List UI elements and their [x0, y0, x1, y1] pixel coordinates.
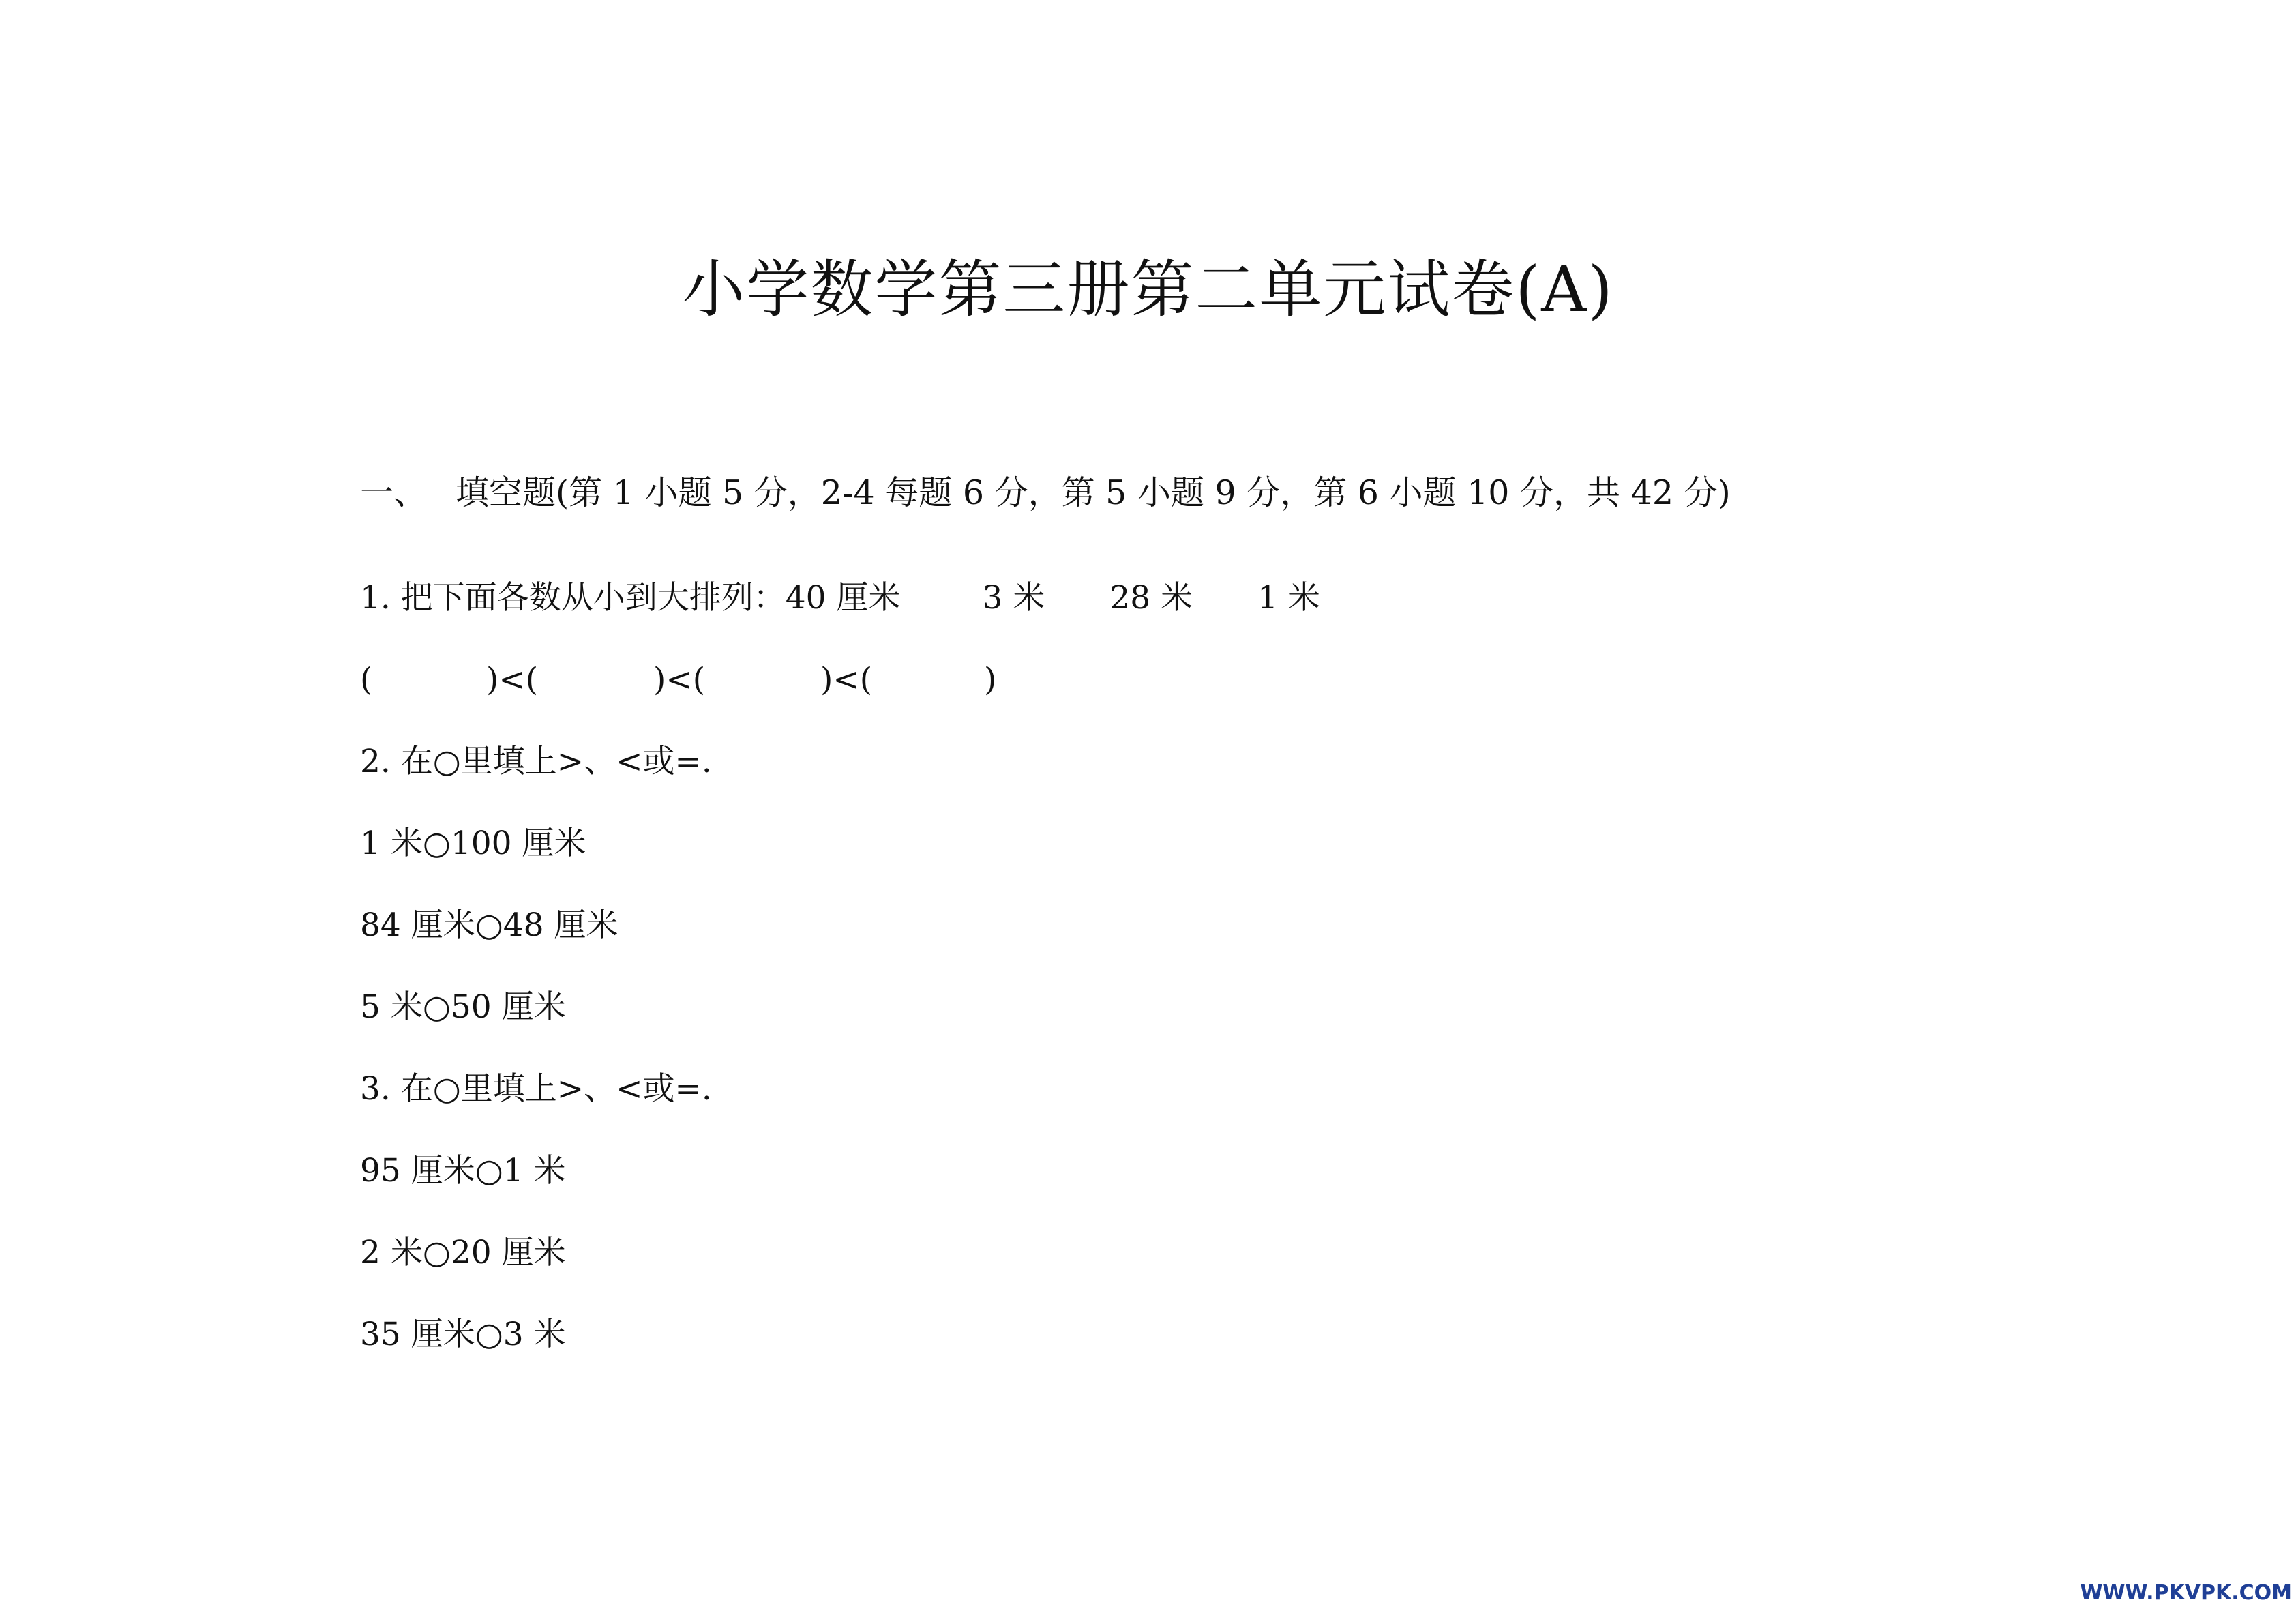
watermark-url: WWW.PKVPK.COM	[2080, 1581, 2292, 1605]
question-1-answer-blanks	[360, 658, 996, 702]
question-1-text: 1. 把下面各数从小到大排列：40 厘米	[360, 579, 901, 617]
answer-blank: )<(	[820, 661, 873, 698]
answer-blank: )<(	[653, 661, 706, 698]
question-2-row: 5 米○50 厘米	[360, 988, 566, 1026]
question-3-row: 95 厘米○1 米	[360, 1152, 566, 1190]
question-2-row: 1 米○100 厘米	[360, 825, 586, 862]
question-1-item: 1 米	[1257, 579, 1320, 617]
answer-blank: )<(	[486, 661, 539, 698]
question-1-item: 28 米	[1109, 579, 1193, 617]
question-1-prompt	[360, 576, 1320, 620]
answer-blank: (	[360, 661, 373, 698]
page-title: 小学数学第三册第二单元试卷(A)	[682, 253, 1614, 326]
question-2-row: 84 厘米○48 厘米	[360, 906, 618, 944]
question-3-row: 35 厘米○3 米	[360, 1316, 566, 1353]
answer-blank: )	[984, 661, 997, 698]
question-3-prompt: 3. 在○里填上>、<或=.	[360, 1070, 712, 1108]
question-2-prompt: 2. 在○里填上>、<或=.	[360, 743, 712, 780]
question-1-item: 3 米	[982, 579, 1045, 617]
section-heading	[360, 469, 1731, 517]
section-heading-text: 填空题(第 1 小题 5 分，2-4 每题 6 分，第 5 小题 9 分，第 6 小题 10 分，共 42 分)	[456, 473, 1731, 512]
section-number: 一、	[360, 473, 428, 512]
question-3-row: 2 米○20 厘米	[360, 1234, 566, 1271]
